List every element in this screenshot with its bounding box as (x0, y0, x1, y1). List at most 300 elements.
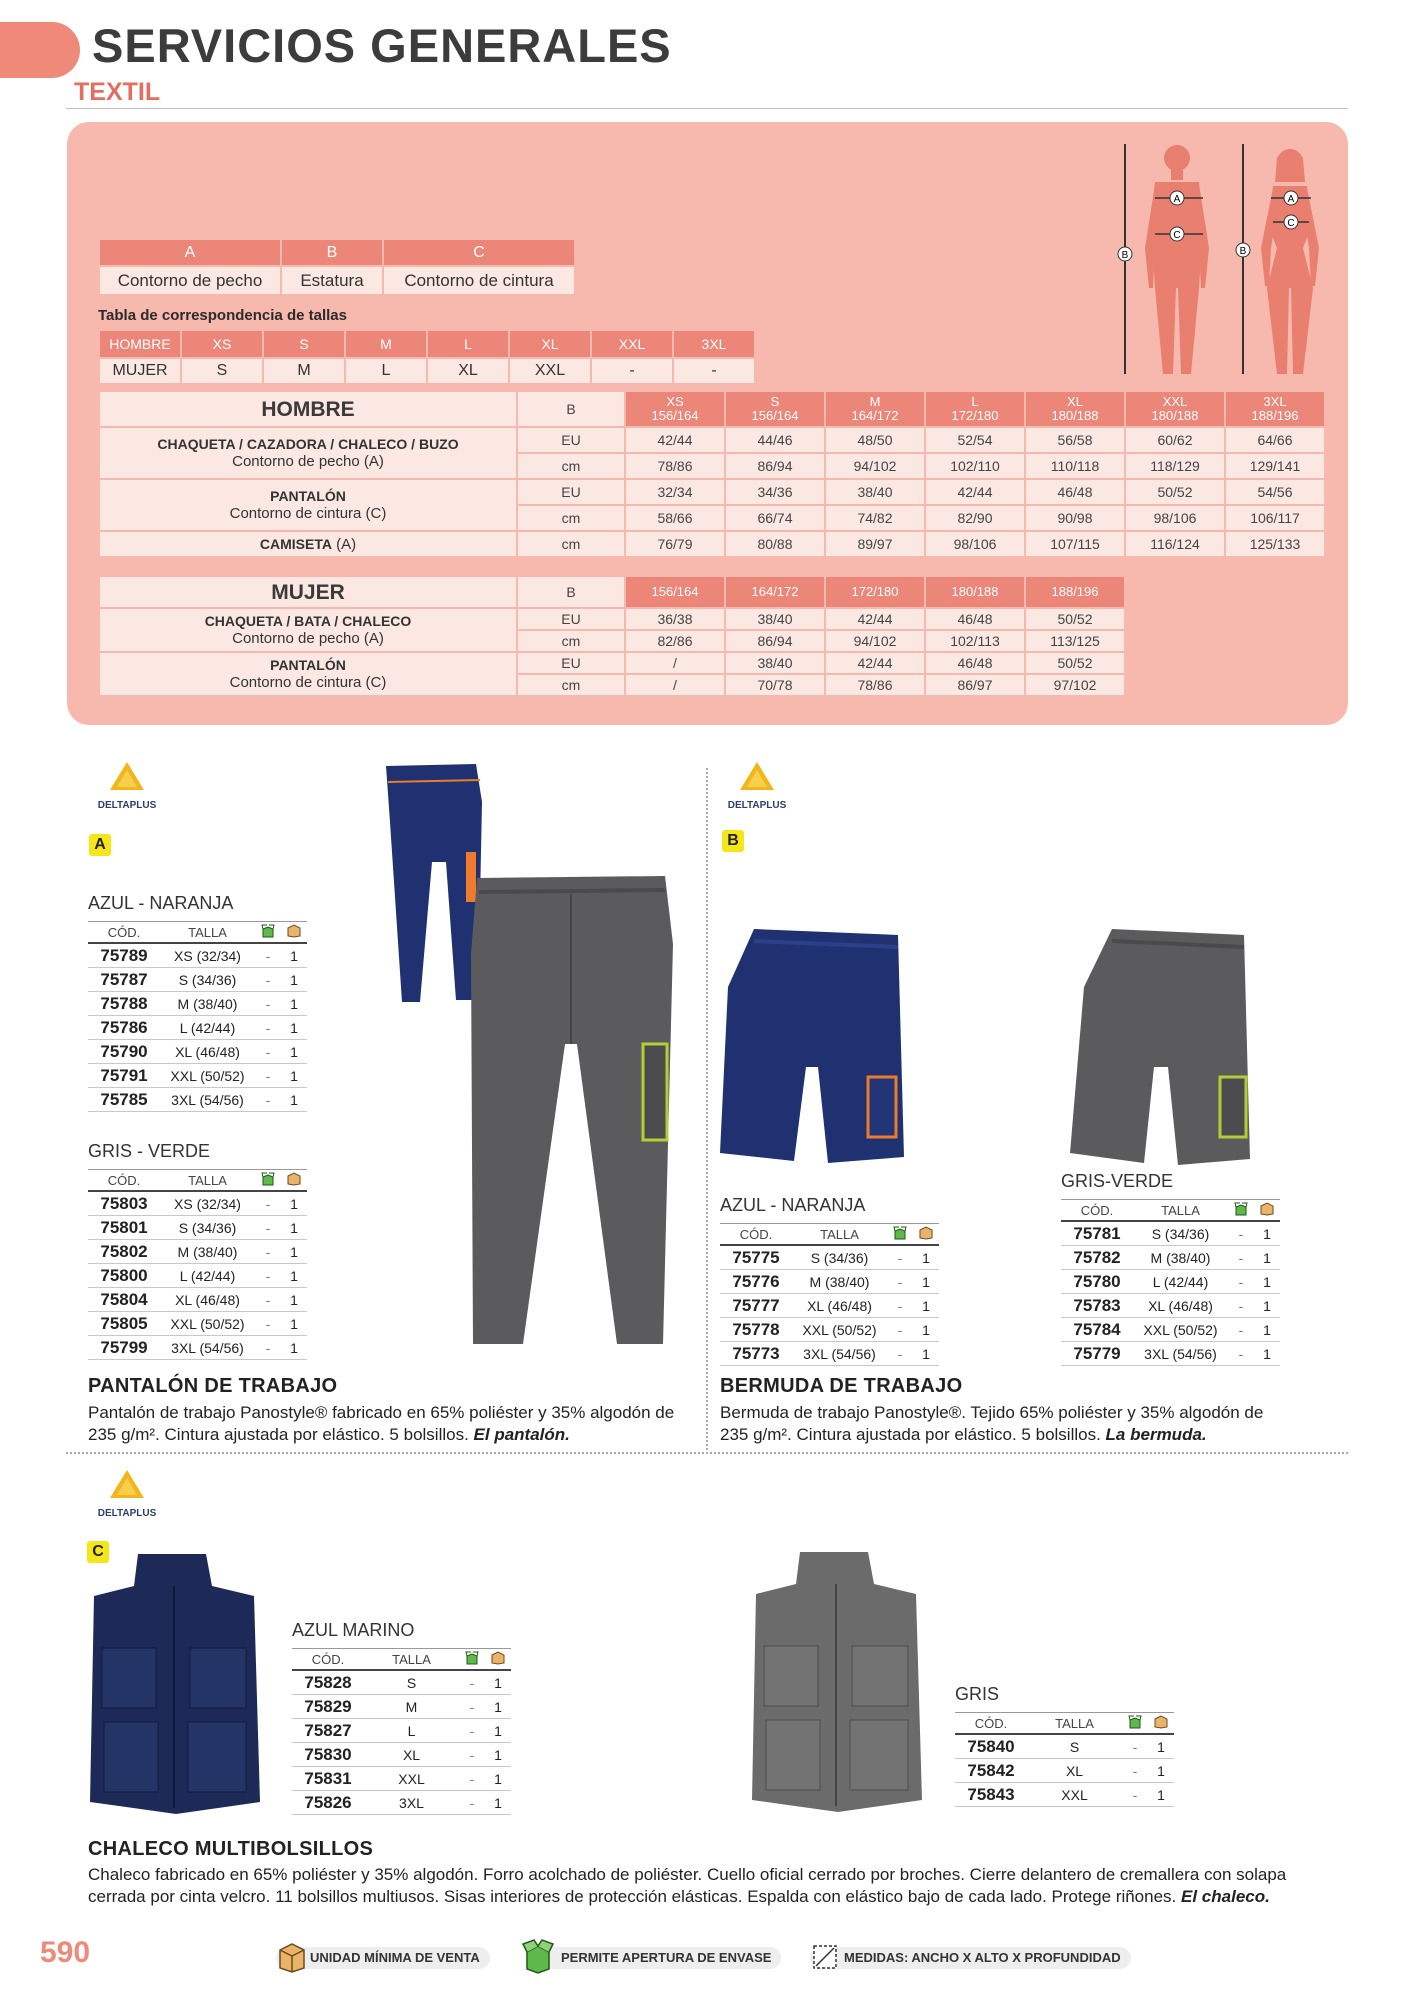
table-row (88, 1040, 307, 1064)
product-badge-b: B (722, 830, 744, 852)
product-code: 75804 (88, 1288, 160, 1312)
product-size: M (38/40) (160, 992, 255, 1016)
product-size: XS (32/34) (160, 1191, 255, 1216)
box-icon (281, 922, 307, 944)
product-size: M (38/40) (1133, 1246, 1228, 1270)
navy-vest-image (86, 1552, 262, 1814)
size-value: 76/79 (625, 531, 725, 557)
size-value: 48/50 (825, 427, 925, 453)
table-row (292, 1719, 511, 1743)
product-code: 75781 (1061, 1221, 1133, 1246)
box-icon (485, 1649, 511, 1671)
unit-value: - (255, 1288, 281, 1312)
color-variant-label: GRIS (955, 1684, 1000, 1704)
unit-label: cm (517, 630, 625, 652)
deltaplus-logo (82, 760, 172, 815)
stock-table (1061, 1199, 1280, 1366)
legend-min-unit: UNIDAD MÍNIMA DE VENTA (276, 1947, 490, 1969)
size-value: 107/115 (1025, 531, 1125, 557)
product-code: 75828 (292, 1670, 364, 1695)
box-value: 1 (1254, 1246, 1280, 1270)
unit-value: - (1122, 1759, 1148, 1783)
unit-value: - (255, 1191, 281, 1216)
color-variant-label: AZUL MARINO (292, 1620, 415, 1640)
grey-bermuda-image (1068, 927, 1254, 1167)
size-correspondence-table (98, 329, 756, 385)
table-row (955, 1759, 1174, 1783)
open-box-icon (887, 1224, 913, 1246)
box-value: 1 (281, 992, 307, 1016)
measure-legend-table (98, 238, 576, 296)
hombre-title: HOMBRE (99, 391, 517, 427)
table-row (720, 1270, 939, 1294)
size-value: 46/48 (925, 608, 1025, 630)
correspondence-cell: - (673, 358, 755, 384)
product-size: XL (46/48) (1133, 1294, 1228, 1318)
deltaplus-logo (712, 760, 802, 815)
unit-value: - (1122, 1734, 1148, 1759)
table-row (292, 1791, 511, 1815)
size-value: 86/94 (725, 630, 825, 652)
size-value: 56/58 (1025, 427, 1125, 453)
camiseta-label: CAMISETA (A) (99, 531, 517, 557)
size-header: TALLA (1027, 1713, 1122, 1735)
unit-value: - (459, 1719, 485, 1743)
product-code: 75782 (1061, 1246, 1133, 1270)
unit-label: EU (517, 652, 625, 674)
correspondence-header-cell: XXL (591, 330, 673, 358)
color-variant-label: AZUL - NARANJA (720, 1195, 866, 1215)
open-box-icon (255, 922, 281, 944)
product-size: XXL (364, 1767, 459, 1791)
product-size: S (1027, 1734, 1122, 1759)
color-variant-label: AZUL - NARANJA (88, 893, 234, 913)
product-size: XL (46/48) (792, 1294, 887, 1318)
size-value: 38/40 (725, 608, 825, 630)
marker-b: B (1121, 250, 1129, 261)
product-size: 3XL (54/56) (160, 1088, 255, 1112)
product-size: S (34/36) (160, 1216, 255, 1240)
product-code: 75829 (292, 1695, 364, 1719)
unit-value: - (255, 1336, 281, 1360)
stock-table (88, 1169, 307, 1360)
correspondence-cell: - (591, 358, 673, 384)
unit-value: - (887, 1342, 913, 1366)
unit-label: EU (517, 427, 625, 453)
size-value: 113/125 (1025, 630, 1125, 652)
product-size: XS (32/34) (160, 943, 255, 968)
table-row (88, 1088, 307, 1112)
table-row (292, 1670, 511, 1695)
size-value: 97/102 (1025, 674, 1125, 696)
code-header: CÓD. (292, 1649, 364, 1671)
size-value: 94/102 (825, 453, 925, 479)
unit-value: - (1228, 1342, 1254, 1366)
correspondence-cell: S (181, 358, 263, 384)
product-code: 75843 (955, 1783, 1027, 1807)
marker-c: C (1287, 218, 1295, 229)
product-size: XL (46/48) (160, 1040, 255, 1064)
product-size: M (38/40) (792, 1270, 887, 1294)
table-row (292, 1767, 511, 1791)
size-value: 82/90 (925, 505, 1025, 531)
legend-letter: C (383, 239, 575, 266)
size-value: 42/44 (925, 479, 1025, 505)
garment-label: PANTALÓN Contorno de cintura (C) (99, 479, 517, 531)
box-value: 1 (485, 1695, 511, 1719)
box-value: 1 (485, 1670, 511, 1695)
size-value: 70/78 (725, 674, 825, 696)
size-value: 32/34 (625, 479, 725, 505)
table-row (88, 1240, 307, 1264)
product-code: 75786 (88, 1016, 160, 1040)
marker-a: A (1287, 194, 1295, 205)
size-value: 34/36 (725, 479, 825, 505)
product-code: 75791 (88, 1064, 160, 1088)
table-row (1061, 1221, 1280, 1246)
product-size: L (42/44) (160, 1264, 255, 1288)
size-value: 42/44 (825, 652, 925, 674)
product-code: 75780 (1061, 1270, 1133, 1294)
code-header: CÓD. (88, 1170, 160, 1192)
size-value: 54/56 (1225, 479, 1325, 505)
product-code: 75784 (1061, 1318, 1133, 1342)
product-code: 75802 (88, 1240, 160, 1264)
box-value: 1 (281, 1336, 307, 1360)
legend-open-pack: PERMITE APERTURA DE ENVASE (527, 1947, 781, 1969)
legend-label: Contorno de pecho (99, 266, 281, 295)
size-value: 90/98 (1025, 505, 1125, 531)
legend-label: Contorno de cintura (383, 266, 575, 295)
size-header: TALLA (792, 1224, 887, 1246)
box-value: 1 (1148, 1759, 1174, 1783)
stock-table (88, 921, 307, 1112)
table-row (88, 968, 307, 992)
size-value: 125/133 (1225, 531, 1325, 557)
size-value: 98/106 (1125, 505, 1225, 531)
product-code: 75800 (88, 1264, 160, 1288)
female-figure (1236, 144, 1319, 374)
product-code: 75778 (720, 1318, 792, 1342)
size-value: 50/52 (1125, 479, 1225, 505)
section-divider (66, 1452, 1348, 1454)
page-title: SERVICIOS GENERALES (92, 19, 672, 72)
size-value: 74/82 (825, 505, 925, 531)
box-icon (913, 1224, 939, 1246)
box-value: 1 (281, 1088, 307, 1112)
size-header-cell: XL 180/188 (1025, 391, 1125, 427)
product-size: 3XL (54/56) (1133, 1342, 1228, 1366)
svg-text:DELTAPLUS: DELTAPLUS (97, 1508, 157, 1519)
size-value: 78/86 (825, 674, 925, 696)
navy-bermuda-image (718, 927, 906, 1165)
size-value: 82/86 (625, 630, 725, 652)
size-value: 129/141 (1225, 453, 1325, 479)
legend-letter: A (99, 239, 281, 266)
box-value: 1 (913, 1318, 939, 1342)
correspondence-header-cell: M (345, 330, 427, 358)
correspondence-title: Tabla de correspondencia de tallas (98, 307, 347, 324)
product-code: 75785 (88, 1088, 160, 1112)
product-size: XL (364, 1743, 459, 1767)
size-header: TALLA (160, 1170, 255, 1192)
svg-text:DELTAPLUS: DELTAPLUS (97, 800, 157, 811)
code-header: CÓD. (88, 922, 160, 944)
dimensions-icon (810, 1942, 840, 1972)
box-value: 1 (281, 1016, 307, 1040)
male-figure (1118, 144, 1209, 374)
b-label: B (517, 391, 625, 427)
product-size: 3XL (54/56) (792, 1342, 887, 1366)
product-size: 3XL (364, 1791, 459, 1815)
box-value: 1 (281, 1064, 307, 1088)
product-code: 75775 (720, 1245, 792, 1270)
size-value: 38/40 (725, 652, 825, 674)
table-row (88, 943, 307, 968)
box-value: 1 (913, 1294, 939, 1318)
garment-label: CHAQUETA / BATA / CHALECO Contorno de pecho (A) (99, 608, 517, 652)
code-header: CÓD. (955, 1713, 1027, 1735)
box-value: 1 (485, 1719, 511, 1743)
size-value: 102/110 (925, 453, 1025, 479)
unit-label: cm (517, 674, 625, 696)
marker-a: A (1173, 194, 1181, 205)
size-value: 38/40 (825, 479, 925, 505)
grey-vest-image (748, 1550, 924, 1812)
table-row (88, 1312, 307, 1336)
product-size: XXL (1027, 1783, 1122, 1807)
box-value: 1 (281, 943, 307, 968)
correspondence-cell: MUJER (99, 358, 181, 384)
size-value: 106/117 (1225, 505, 1325, 531)
correspondence-cell: M (263, 358, 345, 384)
unit-label: cm (517, 531, 625, 557)
size-value: 66/74 (725, 505, 825, 531)
box-value: 1 (913, 1342, 939, 1366)
product-code: 75787 (88, 968, 160, 992)
size-value: 86/94 (725, 453, 825, 479)
size-header-cell: S 156/164 (725, 391, 825, 427)
color-variant-label: GRIS - VERDE (88, 1141, 211, 1161)
size-header-cell: 164/172 (725, 576, 825, 608)
open-box-icon (521, 1938, 555, 1974)
open-box-icon (255, 1170, 281, 1192)
box-value: 1 (913, 1270, 939, 1294)
box-value: 1 (281, 1264, 307, 1288)
correspondence-cell: XXL (509, 358, 591, 384)
correspondence-header-cell: 3XL (673, 330, 755, 358)
unit-value: - (255, 1064, 281, 1088)
table-row (720, 1245, 939, 1270)
legend-dimensions: MEDIDAS: ANCHO X ALTO X PROFUNDIDAD (810, 1947, 1131, 1969)
product-code: 75789 (88, 943, 160, 968)
unit-value: - (255, 1264, 281, 1288)
table-row (88, 992, 307, 1016)
product-code: 75803 (88, 1191, 160, 1216)
product-title: PANTALÓN DE TRABAJO (88, 1375, 338, 1397)
table-row (1061, 1246, 1280, 1270)
size-header-cell: 188/196 (1025, 576, 1125, 608)
column-divider (706, 768, 708, 1450)
box-value: 1 (485, 1767, 511, 1791)
unit-value: - (1122, 1783, 1148, 1807)
garment-label: CHAQUETA / CAZADORA / CHALECO / BUZO Contorno de pecho (A) (99, 427, 517, 479)
unit-value: - (255, 1016, 281, 1040)
product-code: 75826 (292, 1791, 364, 1815)
product-code: 75805 (88, 1312, 160, 1336)
product-size: XL (1027, 1759, 1122, 1783)
product-size: M (364, 1695, 459, 1719)
deltaplus-logo (82, 1468, 172, 1523)
unit-label: cm (517, 453, 625, 479)
correspondence-header-cell: HOMBRE (99, 330, 181, 358)
section-tab (0, 22, 80, 78)
box-value: 1 (281, 968, 307, 992)
size-value: 118/129 (1125, 453, 1225, 479)
table-row (1061, 1270, 1280, 1294)
size-header: TALLA (1133, 1200, 1228, 1222)
table-row (1061, 1318, 1280, 1342)
product-code: 75773 (720, 1342, 792, 1366)
table-row (720, 1294, 939, 1318)
open-box-icon (459, 1649, 485, 1671)
product-code: 75840 (955, 1734, 1027, 1759)
box-value: 1 (1254, 1342, 1280, 1366)
product-code: 75790 (88, 1040, 160, 1064)
mujer-title: MUJER (99, 576, 517, 608)
unit-value: - (255, 1312, 281, 1336)
correspondence-cell: XL (427, 358, 509, 384)
table-row (88, 1191, 307, 1216)
product-description: Chaleco fabricado en 65% poliéster y 35% algodón. Forro acolchado de poliéster. Cuello oficial cerrado por broches. Cierre delantero de cremallera con solapa cerrada por cinta velcro. 11 bolsillos multiusos. Sisas interiores de protección elásticas. Espalda con elástico bajo de cada lado. Protege riñones. El chaleco. (88, 1865, 1287, 1906)
product-size: S (34/36) (1133, 1221, 1228, 1246)
table-row (955, 1783, 1174, 1807)
correspondence-header-cell: XL (509, 330, 591, 358)
box-value: 1 (281, 1312, 307, 1336)
product-description: Pantalón de trabajo Panostyle® fabricado en 65% poliéster y 35% algodón de 235 g/m². Cintura ajustada por elástico. 5 bolsillos. El pantalón. (88, 1403, 675, 1444)
size-value: 116/124 (1125, 531, 1225, 557)
unit-value: - (255, 943, 281, 968)
product-badge-a: A (89, 834, 111, 856)
size-value: 50/52 (1025, 652, 1125, 674)
product-size: S (364, 1670, 459, 1695)
unit-value: - (255, 1240, 281, 1264)
table-row (88, 1264, 307, 1288)
product-size: L (364, 1719, 459, 1743)
unit-value: - (459, 1670, 485, 1695)
size-header-cell: XS 156/164 (625, 391, 725, 427)
table-row (1061, 1342, 1280, 1366)
unit-value: - (459, 1767, 485, 1791)
page-number: 590 (40, 1936, 91, 1969)
product-size: 3XL (54/56) (160, 1336, 255, 1360)
size-value: / (625, 674, 725, 696)
product-size: L (42/44) (1133, 1270, 1228, 1294)
code-header: CÓD. (720, 1224, 792, 1246)
title-divider (66, 108, 1348, 109)
table-row (88, 1288, 307, 1312)
open-box-icon (1122, 1713, 1148, 1735)
size-header: TALLA (160, 922, 255, 944)
box-icon (1254, 1200, 1280, 1222)
size-header-cell: M 164/172 (825, 391, 925, 427)
unit-label: cm (517, 505, 625, 531)
legend-label: Estatura (281, 266, 383, 295)
product-size: L (42/44) (160, 1016, 255, 1040)
hombre-size-table (98, 390, 1326, 558)
table-row (955, 1734, 1174, 1759)
unit-value: - (255, 968, 281, 992)
unit-value: - (1228, 1270, 1254, 1294)
unit-value: - (1228, 1221, 1254, 1246)
color-variant-label: GRIS-VERDE (1061, 1171, 1174, 1191)
open-box-icon (1228, 1200, 1254, 1222)
grey-work-trousers-image (467, 874, 679, 1346)
stock-table (720, 1223, 939, 1366)
size-header-cell: L 172/180 (925, 391, 1025, 427)
stock-table (292, 1648, 511, 1815)
box-value: 1 (1148, 1783, 1174, 1807)
box-value: 1 (485, 1743, 511, 1767)
unit-value: - (887, 1318, 913, 1342)
unit-value: - (459, 1695, 485, 1719)
table-row (88, 1016, 307, 1040)
product-size: XXL (50/52) (160, 1312, 255, 1336)
product-size: XXL (50/52) (792, 1318, 887, 1342)
product-code: 75779 (1061, 1342, 1133, 1366)
box-value: 1 (281, 1240, 307, 1264)
product-size: S (34/36) (160, 968, 255, 992)
unit-value: - (255, 1216, 281, 1240)
box-value: 1 (1148, 1734, 1174, 1759)
unit-value: - (887, 1294, 913, 1318)
marker-b: B (1239, 246, 1247, 257)
product-code: 75827 (292, 1719, 364, 1743)
size-value: 86/97 (925, 674, 1025, 696)
product-size: M (38/40) (160, 1240, 255, 1264)
product-code: 75783 (1061, 1294, 1133, 1318)
box-value: 1 (281, 1216, 307, 1240)
unit-label: EU (517, 479, 625, 505)
stock-table (955, 1712, 1174, 1807)
size-header-cell: 172/180 (825, 576, 925, 608)
unit-value: - (255, 1088, 281, 1112)
size-value: / (625, 652, 725, 674)
product-code: 75830 (292, 1743, 364, 1767)
unit-value: - (1228, 1294, 1254, 1318)
size-header: TALLA (364, 1649, 459, 1671)
size-value: 89/97 (825, 531, 925, 557)
size-value: 52/54 (925, 427, 1025, 453)
product-code: 75831 (292, 1767, 364, 1791)
unit-value: - (887, 1270, 913, 1294)
page-subtitle: TEXTIL (74, 78, 161, 106)
size-header-cell: 156/164 (625, 576, 725, 608)
unit-value: - (255, 992, 281, 1016)
product-size: XXL (50/52) (160, 1064, 255, 1088)
marker-c: C (1173, 230, 1181, 241)
unit-value: - (887, 1245, 913, 1270)
size-value: 102/113 (925, 630, 1025, 652)
box-value: 1 (913, 1245, 939, 1270)
box-value: 1 (1254, 1221, 1280, 1246)
product-code: 75777 (720, 1294, 792, 1318)
table-row (88, 1336, 307, 1360)
product-code: 75801 (88, 1216, 160, 1240)
box-value: 1 (1254, 1270, 1280, 1294)
size-value: 98/106 (925, 531, 1025, 557)
table-row (1061, 1294, 1280, 1318)
